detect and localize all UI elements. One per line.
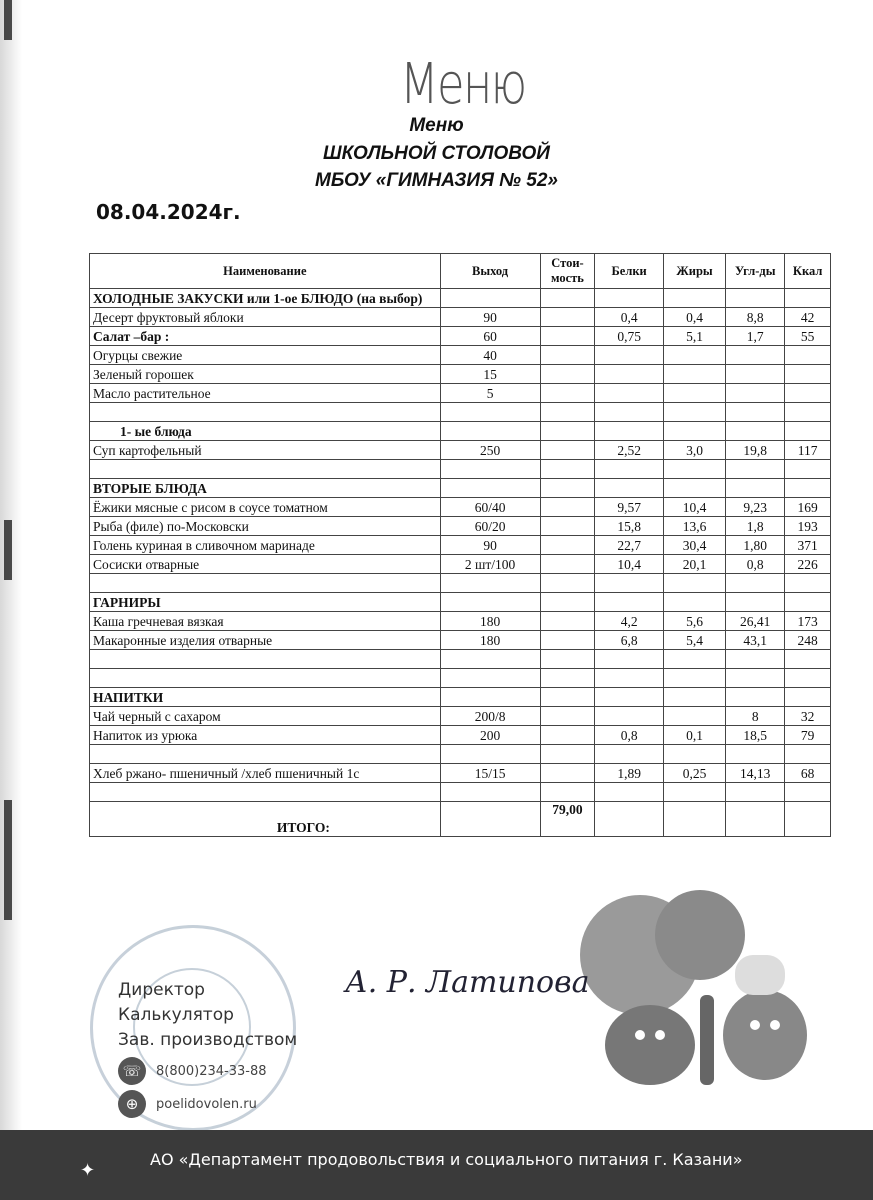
table-row xyxy=(90,289,831,308)
cell-carbs xyxy=(726,669,785,688)
cell-proteins: 0,75 xyxy=(595,327,663,346)
cell-kcal xyxy=(785,422,831,441)
cell-fats xyxy=(663,365,725,384)
title-line-3: МБОУ «ГИМНАЗИЯ № 52» xyxy=(315,170,558,191)
cell-kcal xyxy=(785,479,831,498)
cell-fats xyxy=(663,289,725,308)
dish-name: Рыба (филе) по-Московски xyxy=(90,517,441,536)
cell-proteins xyxy=(595,289,663,308)
cell-kcal xyxy=(785,346,831,365)
cell-output: 200 xyxy=(440,726,540,745)
cell-carbs: 43,1 xyxy=(726,631,785,650)
sparkle-icon: ✦ xyxy=(80,1160,96,1180)
cell-carbs xyxy=(726,688,785,707)
table-row xyxy=(90,574,831,593)
cell-fats: 0,25 xyxy=(663,764,725,783)
total-cost: 79,00 xyxy=(540,802,595,837)
table-header-row xyxy=(90,254,831,289)
total-empty xyxy=(785,802,831,837)
dish-name: Зеленый горошек xyxy=(90,365,441,384)
cell-output xyxy=(440,479,540,498)
cell-output: 40 xyxy=(440,346,540,365)
cell-kcal: 226 xyxy=(785,555,831,574)
cell-cost xyxy=(540,327,595,346)
cell-cost xyxy=(540,403,595,422)
cell-cost xyxy=(540,441,595,460)
cell-proteins xyxy=(595,403,663,422)
dish-name: Сосиски отварные xyxy=(90,555,441,574)
cell-kcal: 169 xyxy=(785,498,831,517)
cell-cost xyxy=(540,384,595,403)
company-name: АО «Департамент продовольствия и социального питания г. Казани» xyxy=(150,1150,743,1169)
cell-kcal xyxy=(785,650,831,669)
phone-icon: ☏ xyxy=(118,1057,146,1085)
cell-cost xyxy=(540,308,595,327)
site-url: poelidovolen.ru xyxy=(156,1096,257,1112)
cell-cost xyxy=(540,574,595,593)
handwritten-title: Меню xyxy=(400,52,526,117)
cell-output: 90 xyxy=(440,308,540,327)
total-row xyxy=(90,802,831,837)
cell-cost xyxy=(540,498,595,517)
scan-mark xyxy=(4,520,12,580)
cell-output: 90 xyxy=(440,536,540,555)
cell-cost xyxy=(540,460,595,479)
cell-proteins: 1,89 xyxy=(595,764,663,783)
cell-carbs: 26,41 xyxy=(726,612,785,631)
cell-cost xyxy=(540,479,595,498)
cell-cost xyxy=(540,650,595,669)
cell-fats: 0,1 xyxy=(663,726,725,745)
cell-fats: 13,6 xyxy=(663,517,725,536)
table-row xyxy=(90,327,831,346)
cell-kcal: 79 xyxy=(785,726,831,745)
total-empty xyxy=(440,802,540,837)
header-proteins: Белки xyxy=(595,254,663,289)
cell-carbs xyxy=(726,365,785,384)
table-row xyxy=(90,384,831,403)
cell-cost xyxy=(540,593,595,612)
cell-kcal: 42 xyxy=(785,308,831,327)
cell-carbs xyxy=(726,384,785,403)
footer xyxy=(0,875,873,1200)
title-line-2: ШКОЛЬНОЙ СТОЛОВОЙ xyxy=(323,143,550,164)
cell-output xyxy=(440,593,540,612)
cell-output xyxy=(440,669,540,688)
cell-output xyxy=(440,688,540,707)
cell-fats xyxy=(663,384,725,403)
cell-fats: 3,0 xyxy=(663,441,725,460)
cell-proteins: 6,8 xyxy=(595,631,663,650)
cell-fats: 20,1 xyxy=(663,555,725,574)
table-row xyxy=(90,346,831,365)
dish-name: Огурцы свежие xyxy=(90,346,441,365)
cell-carbs: 8 xyxy=(726,707,785,726)
dish-name xyxy=(90,745,441,764)
cell-cost xyxy=(540,745,595,764)
cell-carbs xyxy=(726,403,785,422)
header-cost: Стои-мость xyxy=(540,254,595,289)
cell-output: 250 xyxy=(440,441,540,460)
cell-carbs: 9,23 xyxy=(726,498,785,517)
cell-kcal: 193 xyxy=(785,517,831,536)
cell-carbs xyxy=(726,593,785,612)
cell-output: 180 xyxy=(440,612,540,631)
scan-mark xyxy=(4,0,12,40)
cell-carbs xyxy=(726,460,785,479)
cell-carbs: 1,80 xyxy=(726,536,785,555)
table-row xyxy=(90,688,831,707)
total-empty xyxy=(663,802,725,837)
table-row xyxy=(90,365,831,384)
header-fats: Жиры xyxy=(663,254,725,289)
cell-proteins xyxy=(595,593,663,612)
table-row xyxy=(90,650,831,669)
table-row xyxy=(90,726,831,745)
cell-proteins: 9,57 xyxy=(595,498,663,517)
dish-name xyxy=(90,574,441,593)
cell-kcal: 371 xyxy=(785,536,831,555)
cell-output: 60/40 xyxy=(440,498,540,517)
cell-output xyxy=(440,574,540,593)
dish-name xyxy=(90,403,441,422)
table-row xyxy=(90,745,831,764)
dish-name: 1- ые блюда xyxy=(90,422,441,441)
total-empty xyxy=(595,802,663,837)
cell-output xyxy=(440,403,540,422)
cell-fats xyxy=(663,460,725,479)
cell-fats xyxy=(663,346,725,365)
table-row xyxy=(90,612,831,631)
header-name: Наименование xyxy=(90,254,441,289)
table-row xyxy=(90,460,831,479)
cell-cost xyxy=(540,726,595,745)
table-row xyxy=(90,536,831,555)
cell-fats xyxy=(663,403,725,422)
dish-name: ВТОРЫЕ БЛЮДА xyxy=(90,479,441,498)
dish-name xyxy=(90,650,441,669)
cell-output: 60/20 xyxy=(440,517,540,536)
bottom-bar xyxy=(0,1130,873,1200)
cell-proteins xyxy=(595,688,663,707)
cell-fats xyxy=(663,574,725,593)
total-label: ИТОГО: xyxy=(90,802,441,837)
cell-fats: 10,4 xyxy=(663,498,725,517)
cell-output: 180 xyxy=(440,631,540,650)
dish-name: Масло растительное xyxy=(90,384,441,403)
header-output: Выход xyxy=(440,254,540,289)
table-row xyxy=(90,555,831,574)
cell-kcal xyxy=(785,783,831,802)
dish-name: Ёжики мясные с рисом в соусе томатном xyxy=(90,498,441,517)
cell-kcal xyxy=(785,593,831,612)
dish-name: Каша гречневая вязкая xyxy=(90,612,441,631)
cell-cost xyxy=(540,365,595,384)
cell-kcal xyxy=(785,365,831,384)
cell-output: 15 xyxy=(440,365,540,384)
cell-kcal xyxy=(785,745,831,764)
cell-output xyxy=(440,650,540,669)
cell-kcal: 173 xyxy=(785,612,831,631)
cell-kcal xyxy=(785,384,831,403)
cell-kcal: 55 xyxy=(785,327,831,346)
title-line-1: Меню xyxy=(409,115,464,136)
table-row xyxy=(90,422,831,441)
director-label: Директор xyxy=(118,980,205,1000)
phone-number: 8(800)234-33-88 xyxy=(156,1063,267,1079)
cell-fats: 30,4 xyxy=(663,536,725,555)
table-row xyxy=(90,669,831,688)
cell-fats xyxy=(663,479,725,498)
cell-proteins: 15,8 xyxy=(595,517,663,536)
menu-table xyxy=(89,253,831,837)
cell-cost xyxy=(540,631,595,650)
cell-cost xyxy=(540,783,595,802)
cell-proteins xyxy=(595,783,663,802)
cell-output: 60 xyxy=(440,327,540,346)
cell-output: 2 шт/100 xyxy=(440,555,540,574)
table-row xyxy=(90,783,831,802)
cell-proteins xyxy=(595,707,663,726)
cell-output: 15/15 xyxy=(440,764,540,783)
dish-name: НАПИТКИ xyxy=(90,688,441,707)
dish-name: ГАРНИРЫ xyxy=(90,593,441,612)
cell-carbs xyxy=(726,783,785,802)
production-label: Зав. производством xyxy=(118,1030,298,1050)
cell-cost xyxy=(540,688,595,707)
cell-fats xyxy=(663,707,725,726)
cell-fats xyxy=(663,669,725,688)
cell-cost xyxy=(540,555,595,574)
cell-kcal: 117 xyxy=(785,441,831,460)
site-contact xyxy=(118,1090,257,1118)
cell-output: 5 xyxy=(440,384,540,403)
cell-fats xyxy=(663,593,725,612)
cell-fats xyxy=(663,650,725,669)
header-kcal: Ккал xyxy=(785,254,831,289)
dish-name xyxy=(90,669,441,688)
cell-carbs: 0,8 xyxy=(726,555,785,574)
dish-name: Чай черный с сахаром xyxy=(90,707,441,726)
table-row xyxy=(90,479,831,498)
cell-carbs: 1,8 xyxy=(726,517,785,536)
dish-name: Макаронные изделия отварные xyxy=(90,631,441,650)
cell-carbs xyxy=(726,574,785,593)
table-row xyxy=(90,498,831,517)
cell-fats xyxy=(663,422,725,441)
cell-carbs: 1,7 xyxy=(726,327,785,346)
cell-proteins xyxy=(595,384,663,403)
cell-output xyxy=(440,783,540,802)
cell-proteins xyxy=(595,745,663,764)
dish-name: Салат –бар : xyxy=(90,327,441,346)
cell-carbs: 19,8 xyxy=(726,441,785,460)
cell-carbs xyxy=(726,479,785,498)
cell-output: 200/8 xyxy=(440,707,540,726)
cell-fats: 5,4 xyxy=(663,631,725,650)
table-row xyxy=(90,764,831,783)
cell-cost xyxy=(540,346,595,365)
cell-kcal: 248 xyxy=(785,631,831,650)
cell-kcal: 32 xyxy=(785,707,831,726)
cell-cost xyxy=(540,669,595,688)
cell-output xyxy=(440,460,540,479)
cell-kcal xyxy=(785,574,831,593)
cell-proteins xyxy=(595,422,663,441)
cell-output xyxy=(440,422,540,441)
cell-cost xyxy=(540,422,595,441)
cell-proteins: 10,4 xyxy=(595,555,663,574)
table-row xyxy=(90,403,831,422)
dish-name xyxy=(90,460,441,479)
cell-kcal xyxy=(785,669,831,688)
cell-fats xyxy=(663,745,725,764)
cell-cost xyxy=(540,764,595,783)
cell-proteins xyxy=(595,669,663,688)
table-row xyxy=(90,308,831,327)
calculator-label: Калькулятор xyxy=(118,1005,234,1025)
globe-icon: ⊕ xyxy=(118,1090,146,1118)
phone-contact xyxy=(118,1057,267,1085)
menu-date: 08.04.2024г. xyxy=(96,200,241,224)
header-carbs: Угл-ды xyxy=(726,254,785,289)
cell-kcal xyxy=(785,460,831,479)
cell-kcal xyxy=(785,289,831,308)
cell-carbs xyxy=(726,745,785,764)
dish-name: Суп картофельный xyxy=(90,441,441,460)
table-row xyxy=(90,593,831,612)
cell-carbs xyxy=(726,346,785,365)
cell-kcal xyxy=(785,688,831,707)
cell-carbs xyxy=(726,422,785,441)
cell-kcal: 68 xyxy=(785,764,831,783)
table-row xyxy=(90,441,831,460)
table-row xyxy=(90,517,831,536)
cell-cost xyxy=(540,612,595,631)
cell-proteins xyxy=(595,346,663,365)
total-empty xyxy=(726,802,785,837)
cell-proteins xyxy=(595,574,663,593)
cell-proteins xyxy=(595,479,663,498)
cell-carbs xyxy=(726,650,785,669)
cell-cost xyxy=(540,289,595,308)
cell-fats xyxy=(663,688,725,707)
cell-carbs xyxy=(726,289,785,308)
cell-carbs: 18,5 xyxy=(726,726,785,745)
cell-output xyxy=(440,289,540,308)
cell-proteins: 4,2 xyxy=(595,612,663,631)
dish-name: Напиток из урюка xyxy=(90,726,441,745)
cell-output xyxy=(440,745,540,764)
dish-name: ХОЛОДНЫЕ ЗАКУСКИ или 1-ое БЛЮДО (на выбор) xyxy=(90,289,441,308)
cell-cost xyxy=(540,517,595,536)
cell-cost xyxy=(540,536,595,555)
cell-kcal xyxy=(785,403,831,422)
cell-proteins xyxy=(595,460,663,479)
signature: А. Р. Латипова xyxy=(345,965,590,1000)
dish-name xyxy=(90,783,441,802)
dish-name: Десерт фруктовый яблоки xyxy=(90,308,441,327)
cell-carbs: 14,13 xyxy=(726,764,785,783)
cell-cost xyxy=(540,707,595,726)
cell-proteins: 0,8 xyxy=(595,726,663,745)
cell-proteins xyxy=(595,650,663,669)
table-row xyxy=(90,631,831,650)
cell-carbs: 8,8 xyxy=(726,308,785,327)
cell-fats xyxy=(663,783,725,802)
dish-name: Голень куриная в сливочном маринаде xyxy=(90,536,441,555)
cell-fats: 5,6 xyxy=(663,612,725,631)
cell-proteins: 2,52 xyxy=(595,441,663,460)
cell-proteins: 0,4 xyxy=(595,308,663,327)
cell-fats: 5,1 xyxy=(663,327,725,346)
cell-proteins: 22,7 xyxy=(595,536,663,555)
cell-proteins xyxy=(595,365,663,384)
dish-name: Хлеб ржано- пшеничный /хлеб пшеничный 1с xyxy=(90,764,441,783)
table-row xyxy=(90,707,831,726)
mascot-illustration xyxy=(560,885,850,1115)
cell-fats: 0,4 xyxy=(663,308,725,327)
